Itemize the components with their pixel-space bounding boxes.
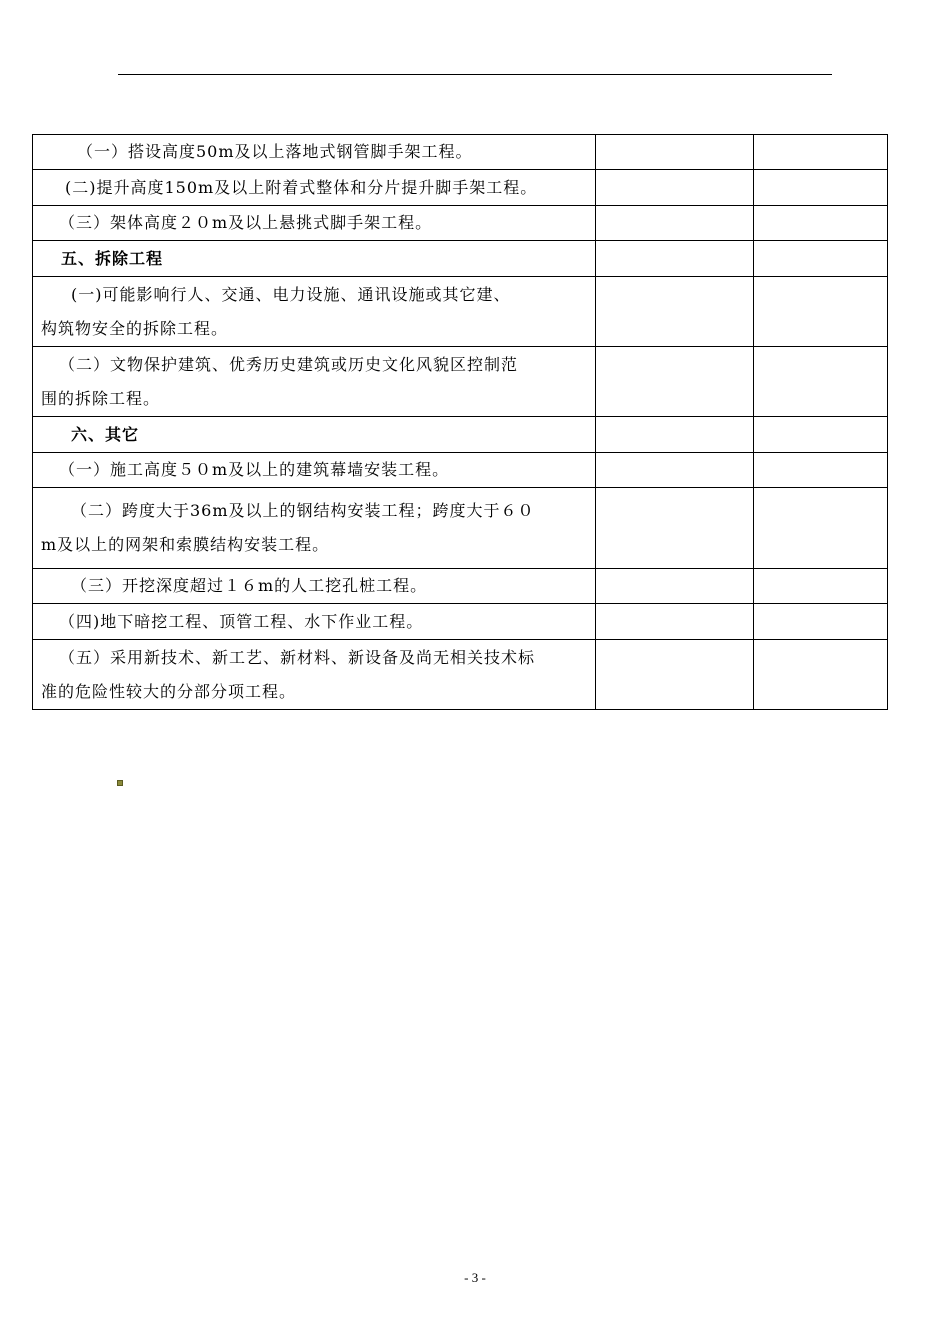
row-description: （四)地下暗挖工程、顶管工程、水下作业工程。 <box>33 604 596 640</box>
page-number: - 3 - <box>464 1270 486 1285</box>
table-row <box>33 569 888 604</box>
row-cell <box>754 277 888 347</box>
row-cell <box>596 135 754 170</box>
row-cell <box>596 170 754 206</box>
small-marker-icon <box>117 780 123 786</box>
row-cell <box>596 241 754 277</box>
row-cell <box>754 604 888 640</box>
row-description: (一)可能影响行人、交通、电力设施、通讯设施或其它建、 构筑物安全的拆除工程。 <box>33 277 596 347</box>
row-cell <box>754 135 888 170</box>
row-description: （一）施工高度５０m及以上的建筑幕墙安装工程。 <box>33 453 596 488</box>
header-rule <box>118 74 832 75</box>
row-cell <box>596 417 754 453</box>
section-heading: 五、拆除工程 <box>33 241 596 277</box>
row-cell <box>596 640 754 710</box>
row-cell <box>596 569 754 604</box>
row-cell <box>754 206 888 241</box>
row-cell <box>754 488 888 569</box>
row-description: （二）跨度大于36m及以上的钢结构安装工程；跨度大于６０ m及以上的网架和索膜结构安装工程。 <box>33 488 596 569</box>
row-description: （三）架体高度２０m及以上悬挑式脚手架工程。 <box>33 206 596 241</box>
row-description: (二)提升高度150m及以上附着式整体和分片提升脚手架工程。 <box>33 170 596 206</box>
row-description: （二）文物保护建筑、优秀历史建筑或历史文化风貌区控制范 围的拆除工程。 <box>33 347 596 417</box>
table-row <box>33 206 888 241</box>
row-cell <box>596 604 754 640</box>
row-cell <box>754 640 888 710</box>
row-cell <box>754 170 888 206</box>
project-table <box>32 134 888 710</box>
row-cell <box>596 488 754 569</box>
table-row <box>33 170 888 206</box>
table-row <box>33 604 888 640</box>
row-cell <box>596 277 754 347</box>
row-cell <box>754 417 888 453</box>
table-row <box>33 640 888 710</box>
row-description: （一）搭设高度50m及以上落地式钢管脚手架工程。 <box>33 135 596 170</box>
table-row <box>33 488 888 569</box>
table-row <box>33 347 888 417</box>
row-cell <box>754 569 888 604</box>
section-row <box>33 417 888 453</box>
section-heading: 六、其它 <box>33 417 596 453</box>
row-cell <box>754 347 888 417</box>
row-cell <box>754 453 888 488</box>
table-row <box>33 277 888 347</box>
row-cell <box>754 241 888 277</box>
table-row <box>33 135 888 170</box>
row-cell <box>596 453 754 488</box>
row-cell <box>596 347 754 417</box>
row-description: （三）开挖深度超过１６m的人工挖孔桩工程。 <box>33 569 596 604</box>
section-row <box>33 241 888 277</box>
row-cell <box>596 206 754 241</box>
table-row <box>33 453 888 488</box>
row-description: （五）采用新技术、新工艺、新材料、新设备及尚无相关技术标 准的危险性较大的分部分项工程。 <box>33 640 596 710</box>
